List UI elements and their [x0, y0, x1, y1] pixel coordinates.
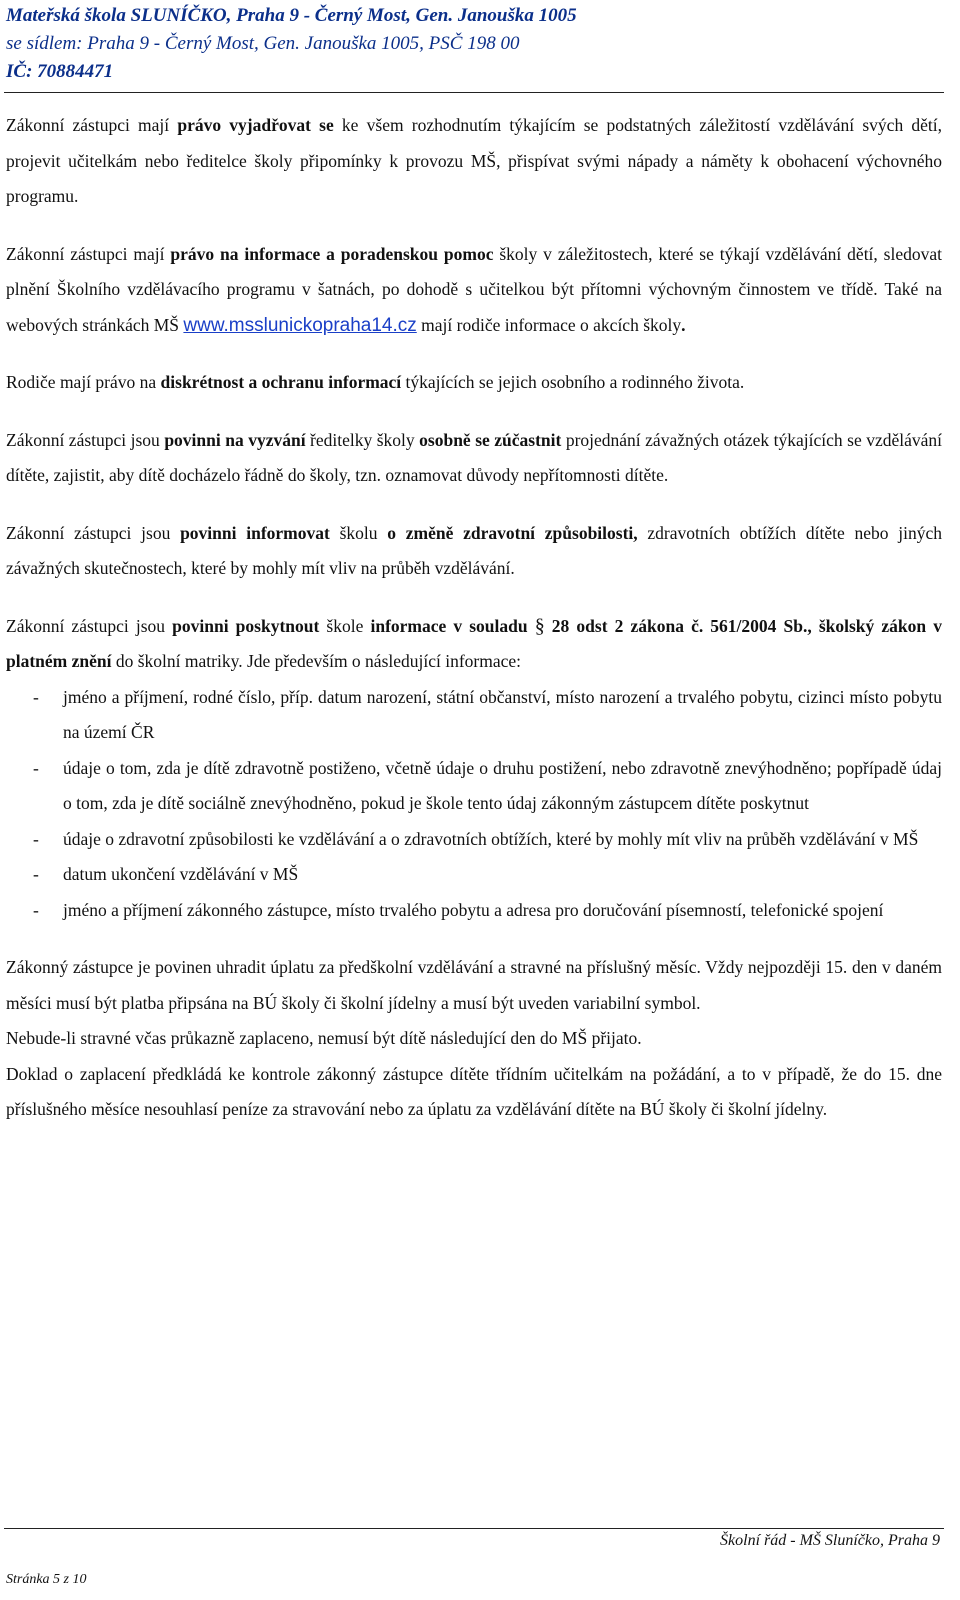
bold-phrase: 28 odst 2 zákona č. 561/2004 Sb., školský zákon v platném znění	[6, 615, 942, 671]
paragraph-meal-fee: Nebude-li stravné včas průkazně zaplaceno, nemusí být dítě následující den do MŠ přijato.	[6, 1028, 642, 1048]
bold-phrase: právo na informace a poradenskou pomoc	[170, 243, 494, 264]
footer-document-title: Školní řád - MŠ Sluníčko, Praha 9	[720, 1532, 940, 1549]
list-item: - údaje o tom, zda je dítě zdravotně postiženo, včetně údaje o druhu postižení, nebo zdravotně znevýhodněno; popřípadě údaj o tom, zda je dítě sociálně znevýhodněno, pokud je škole tento údaj zákonným zástupcem dítěte poskytnut	[33, 757, 942, 813]
paragraph-fee-payment: Zákonný zástupce je povinen uhradit úplatu za předškolní vzdělávání a stravné na příslušný měsíc. Vždy nejpozději 15. den v daném měsíci musí být platba připsána na BÚ školy či školní jídelny a musí být uveden variabilní symbol.	[6, 957, 942, 1013]
required-information-list	[6, 680, 942, 929]
bold-phrase: povinni informovat	[180, 522, 330, 543]
paragraph-privacy: Rodiče mají právo na diskrétnost a ochranu informací týkajících se jejich osobního a rodinného života.	[6, 372, 745, 392]
page-body	[6, 108, 942, 1128]
footer-page-number: Stránka 5 z 10	[6, 1572, 87, 1587]
bold-phrase: o změně zdravotní způsobilosti,	[387, 522, 638, 543]
header-divider	[4, 92, 944, 93]
section-sign: §	[534, 614, 545, 637]
bold-phrase: osobně se zúčastnit	[419, 429, 562, 450]
paragraph-right-to-express: Zákonní zástupci mají právo vyjadřovat se ke všem rozhodnutím týkajícím se podstatných záležitostí vzdělávání svých dětí, projevit učitelkám nebo ředitelce školy připomínky k provozu MŠ, přispívat svými nápady a náměty k obohacení výchovného programu.	[6, 115, 943, 206]
header-school-name: Mateřská škola SLUNÍČKO, Praha 9 - Černý Most, Gen. Janouška 1005	[6, 5, 577, 26]
bold-phrase: povinni na vyzvání	[164, 429, 306, 450]
paragraph-duty-attend: Zákonní zástupci jsou povinni na vyzvání ředitelky školy osobně se zúčastnit projednání závažných otázek týkajících se vzdělávání dítěte, zajistit, aby dítě docházelo řádně do školy, tzn. oznamovat důvody nepřítomnosti dítěte.	[6, 429, 942, 485]
bold-phrase: právo vyjadřovat se	[177, 115, 334, 135]
bold-phrase: diskrétnost a ochranu informací	[160, 372, 402, 392]
bold-phrase: povinni poskytnout	[172, 615, 320, 636]
list-item: - jméno a příjmení, rodné číslo, příp. datum narození, státní občanství, místo narození a trvalého pobytu, cizinci místo pobytu na území ČR	[33, 686, 942, 742]
paragraph-payment-proof: Doklad o zaplacení předkládá ke kontrole zákonný zástupce dítěte třídním učitelkám na požádání, a to v případě, že do 15. dne příslušného měsíce nesouhlasí peníze za stravování nebo za úplatu za vzdělávání dítěte na BÚ školy či školní jídelny.	[6, 1063, 942, 1119]
list-item: - údaje o zdravotní způsobilosti ke vzdělávání a o zdravotních obtížích, které by mohly mít vliv na průběh vzdělávání v MŠ	[33, 828, 919, 849]
paragraph-right-to-information: Zákonní zástupci mají právo na informace a poradenskou pomoc školy v záležitostech, které se týkají vzdělávání dětí, sledovat plnění Školního vzdělávacího programu v šatnách, po dohodě s učitelkou být přítomni výchovným činnostem ve třídě. Také na webových stránkách MŠ www.msslunickopraha14.cz mají rodiče informace o akcích školy.	[6, 243, 943, 336]
header-address: se sídlem: Praha 9 - Černý Most, Gen. Janouška 1005, PSČ 198 00	[6, 33, 520, 54]
school-website-link[interactable]: www.msslunickopraha14.cz	[183, 314, 417, 336]
paragraph-duty-inform: Zákonní zástupci jsou povinni informovat školu o změně zdravotní způsobilosti, zdravotních obtížích dítěte nebo jiných závažných skutečnostech, které by mohly mít vliv na průběh vzdělávání.	[6, 522, 942, 578]
footer-divider	[4, 1528, 944, 1529]
bold-phrase: informace v souladu	[370, 615, 535, 636]
list-item: - datum ukončení vzdělávání v MŠ	[33, 864, 299, 884]
document-header	[6, 2, 577, 86]
paragraph-duty-provide: Zákonní zástupci jsou povinni poskytnout škole informace v souladu § 28 odst 2 zákona č. 561/2004 Sb., školský zákon v platném znění do školní matriky. Jde především o následující informace:	[6, 614, 942, 671]
list-item: - jméno a příjmení zákonného zástupce, místo trvalého pobytu a adresa pro doručování písemností, telefonické spojení	[33, 899, 884, 920]
header-ico: IČ: 70884471	[6, 61, 114, 82]
